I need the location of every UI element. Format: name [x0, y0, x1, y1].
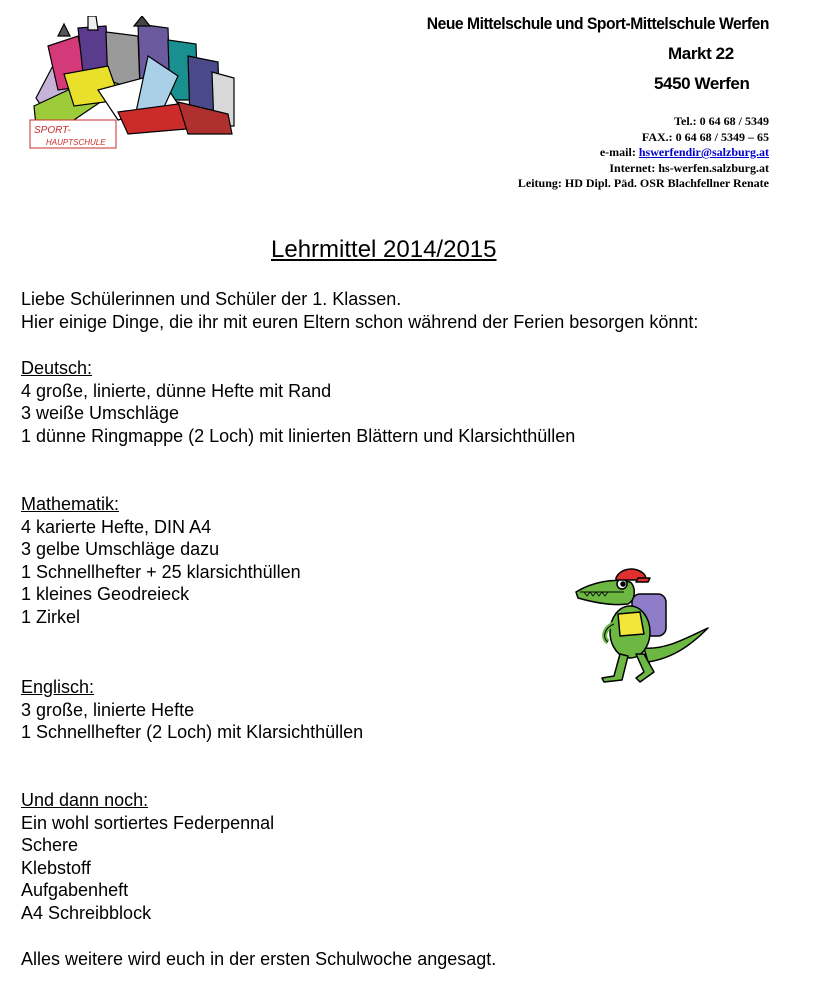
- intro-line: Hier einige Dinge, die ihr mit euren Eltern schon während der Ferien besorgen könnt:: [21, 311, 699, 332]
- list-item: 4 große, linierte, dünne Hefte mit Rand: [21, 380, 332, 401]
- crocodile-illustration: [574, 568, 714, 686]
- intro-line: Liebe Schülerinnen und Schüler der 1. Klassen.: [21, 289, 402, 309]
- list-item: Ein wohl sortiertes Federpennal: [21, 812, 275, 833]
- section-heading: Mathematik:: [21, 494, 120, 514]
- contact-internet: Internet: hs-werfen.salzburg.at: [609, 160, 769, 175]
- list-item: Klebstoff: [21, 857, 91, 878]
- closing-line: Alles weitere wird euch in der ersten Schulwoche angesagt.: [21, 949, 497, 969]
- list-item: Aufgabenheft: [21, 880, 129, 901]
- list-item: 1 Zirkel: [21, 606, 81, 627]
- list-item: 3 große, linierte Hefte: [21, 699, 195, 720]
- intro-block: [21, 288, 698, 333]
- list-item: 1 kleines Geodreieck: [21, 584, 190, 605]
- page-title: Lehrmittel 2014/2015: [271, 236, 497, 263]
- contact-fax: FAX.: 0 64 68 / 5349 – 65: [641, 129, 769, 144]
- email-link[interactable]: hswerfendir@salzburg.at: [638, 145, 769, 159]
- section-deutsch: [21, 357, 575, 447]
- logo-text-line1: SPORT-: [34, 125, 71, 136]
- school-city: 5450 Werfen: [654, 74, 750, 93]
- section-englisch: [21, 676, 363, 744]
- school-logo: [28, 16, 240, 150]
- list-item: A4 Schreibblock: [21, 902, 152, 923]
- list-item: 1 Schnellhefter (2 Loch) mit Klarsichthüllen: [21, 722, 364, 743]
- list-item: Schere: [21, 835, 79, 856]
- contact-email-line: [518, 145, 769, 161]
- list-item: 1 Schnellhefter + 25 klarsichthüllen: [21, 561, 301, 582]
- contact-block: [518, 114, 769, 192]
- section-und-dann-noch: [21, 789, 274, 925]
- section-heading: Deutsch:: [21, 358, 93, 378]
- contact-email-label: e-mail:: [599, 145, 636, 159]
- list-item: 1 dünne Ringmappe (2 Loch) mit linierten Blättern und Klarsichthüllen: [21, 425, 576, 446]
- list-item: 3 weiße Umschläge: [21, 403, 180, 424]
- list-item: 3 gelbe Umschläge dazu: [21, 539, 220, 560]
- section-heading: Englisch:: [21, 677, 95, 697]
- section-mathematik: [21, 493, 301, 629]
- list-item: 4 karierte Hefte, DIN A4: [21, 516, 212, 537]
- section-heading: Und dann noch:: [21, 790, 149, 810]
- school-street: Markt 22: [668, 44, 734, 63]
- contact-tel: Tel.: 0 64 68 / 5349: [674, 114, 769, 128]
- school-name: Neue Mittelschule und Sport-Mittelschule Werfen: [426, 14, 769, 33]
- contact-leitung: Leitung: HD Dipl. Päd. OSR Blachfellner Renate: [517, 176, 769, 190]
- logo-text-line2: HAUPTSCHULE: [46, 138, 106, 147]
